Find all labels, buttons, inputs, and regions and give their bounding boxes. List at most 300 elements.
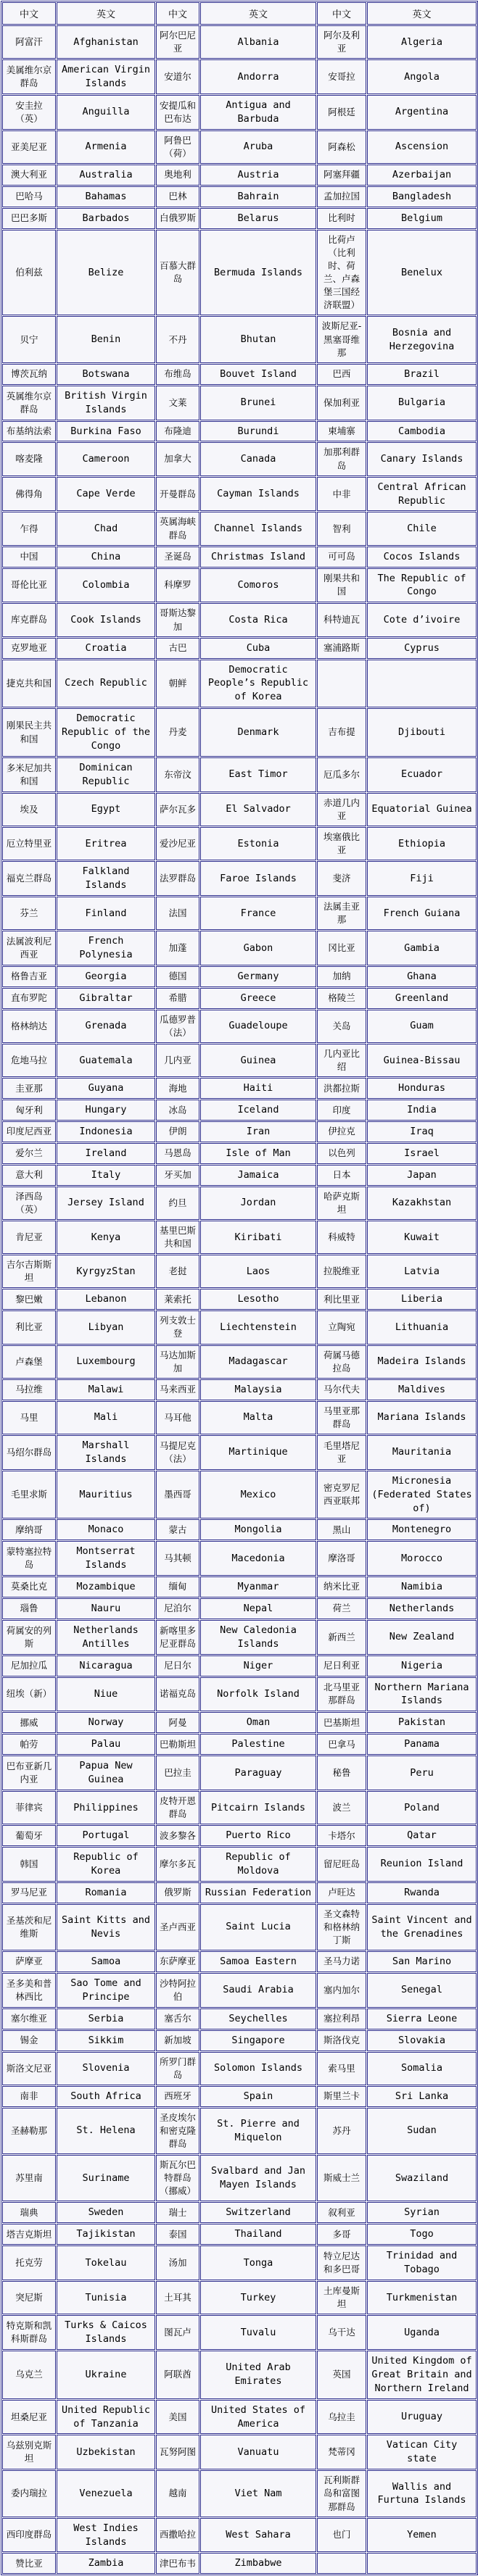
cell-country-chinese: 伊拉克 xyxy=(317,1121,366,1142)
cell-country-chinese: 福克兰群岛 xyxy=(2,861,56,896)
cell-country-chinese: 东帝汶 xyxy=(156,757,199,792)
cell-country-english: Gabon xyxy=(200,931,316,965)
table-row xyxy=(2,442,477,475)
cell-country-english: Mozambique xyxy=(57,1576,155,1597)
table-row xyxy=(2,1519,477,1540)
cell-country-english: Cambodia xyxy=(367,421,477,442)
cell-country-english: Azerbaijan xyxy=(367,165,477,186)
cell-country-chinese: 斐济 xyxy=(317,861,366,896)
cell-country-chinese: 瓦努阿图 xyxy=(156,2435,199,2469)
cell-country-chinese: 印度 xyxy=(317,1100,366,1121)
cell-country-english: New Zealand xyxy=(367,1620,477,1655)
cell-country-chinese: 卡塔尔 xyxy=(317,1825,366,1846)
cell-country-english: Laos xyxy=(200,1255,316,1288)
cell-country-chinese: 委内瑞拉 xyxy=(2,2470,56,2517)
cell-country-chinese: 阿根廷 xyxy=(317,95,366,130)
cell-country-chinese: 巴拉圭 xyxy=(156,1756,199,1790)
cell-country-english: Kuwait xyxy=(367,1221,477,1254)
cell-country-english: San Marino xyxy=(367,1951,477,1972)
cell-country-english: Vanuatu xyxy=(200,2435,316,2469)
cell-country-chinese: 安提瓜和巴布达 xyxy=(156,95,199,130)
cell-country-english: Mauritania xyxy=(367,1435,477,1470)
cell-country-english: Sweden xyxy=(57,2202,155,2223)
cell-country-chinese: 开曼群岛 xyxy=(156,477,199,512)
cell-country-chinese: 多哥 xyxy=(317,2224,366,2245)
cell-country-chinese: 意大利 xyxy=(2,1165,56,1186)
header-chinese-3: 中文 xyxy=(317,2,366,25)
cell-country-english: Bangladesh xyxy=(367,186,477,207)
table-row xyxy=(2,2351,477,2399)
table-row xyxy=(2,130,477,164)
cell-country-chinese: 刚果共和国 xyxy=(317,568,366,603)
cell-country-english xyxy=(367,2553,477,2574)
cell-country-english: India xyxy=(367,1100,477,1121)
cell-country-english: Puerto Rico xyxy=(200,1825,316,1846)
cell-country-chinese: 马恩岛 xyxy=(156,1143,199,1164)
cell-country-english: Peru xyxy=(367,1756,477,1790)
table-row xyxy=(2,1620,477,1655)
table-row xyxy=(2,827,477,860)
cell-country-chinese: 印度尼西亚 xyxy=(2,1121,56,1142)
cell-country-english: KyrgyzStan xyxy=(57,1255,155,1288)
cell-country-chinese: 保加利亚 xyxy=(317,386,366,420)
cell-country-chinese: 图瓦卢 xyxy=(156,2315,199,2350)
cell-country-english: Palau xyxy=(57,1734,155,1755)
cell-country-chinese: 乌克兰 xyxy=(2,2351,56,2399)
cell-country-english: Serbia xyxy=(57,2008,155,2029)
cell-country-english: Fiji xyxy=(367,861,477,896)
cell-country-chinese: 荷兰 xyxy=(317,1598,366,1619)
cell-country-chinese: 乌干达 xyxy=(317,2315,366,2350)
cell-country-chinese: 莫桑比克 xyxy=(2,1576,56,1597)
cell-country-chinese: 苏丹 xyxy=(317,2108,366,2154)
cell-country-chinese: 克罗地亚 xyxy=(2,638,56,659)
table-row xyxy=(2,2030,477,2051)
cell-country-chinese: 赞比亚 xyxy=(2,2553,56,2574)
cell-country-english: Guam xyxy=(367,1010,477,1043)
cell-country-chinese: 阿联酋 xyxy=(156,2351,199,2399)
table-row xyxy=(2,2155,477,2201)
table-row xyxy=(2,2400,477,2435)
table-row xyxy=(2,1882,477,1903)
cell-country-english: Panama xyxy=(367,1734,477,1755)
cell-country-chinese: 安圭拉（英） xyxy=(2,95,56,130)
cell-country-english: Sikkim xyxy=(57,2030,155,2051)
cell-country-english: Egypt xyxy=(57,793,155,826)
cell-country-english: Poland xyxy=(367,1791,477,1824)
table-row xyxy=(2,421,477,442)
cell-country-english: Tokelau xyxy=(57,2245,155,2280)
cell-country-chinese: 法属波利尼西亚 xyxy=(2,931,56,965)
cell-country-english: Sri Lanka xyxy=(367,2086,477,2107)
cell-country-english: Paraguay xyxy=(200,1756,316,1790)
cell-country-english: Greenland xyxy=(367,988,477,1009)
cell-country-english: Kazakhstan xyxy=(367,1187,477,1220)
cell-country-english: Hungary xyxy=(57,1100,155,1121)
cell-country-chinese: 格鲁吉亚 xyxy=(2,966,56,987)
table-row xyxy=(2,512,477,545)
cell-country-english: Republic of Korea xyxy=(57,1847,155,1882)
cell-country-chinese: 摩纳哥 xyxy=(2,1519,56,1540)
cell-country-english: Greece xyxy=(200,988,316,1009)
cell-country-chinese: 厄瓜多尔 xyxy=(317,757,366,792)
cell-country-english: Armenia xyxy=(57,130,155,164)
cell-country-chinese: 塞浦路斯 xyxy=(317,638,366,659)
cell-country-chinese: 老挝 xyxy=(156,1255,199,1288)
cell-country-english: Qatar xyxy=(367,1825,477,1846)
cell-country-english: East Timor xyxy=(200,757,316,792)
cell-country-english: Japan xyxy=(367,1165,477,1186)
cell-country-english: Gambia xyxy=(367,931,477,965)
cell-country-chinese: 德国 xyxy=(156,966,199,987)
cell-country-english: Aruba xyxy=(200,130,316,164)
cell-country-chinese: 加蓬 xyxy=(156,931,199,965)
cell-country-english: Cook Islands xyxy=(57,603,155,636)
cell-country-chinese: 不丹 xyxy=(156,316,199,362)
cell-country-chinese: 留尼旺岛 xyxy=(317,1847,366,1882)
cell-country-english: Reunion Island xyxy=(367,1847,477,1882)
cell-country-english: Martinique xyxy=(200,1435,316,1470)
cell-country-english: Zambia xyxy=(57,2553,155,2574)
table-row xyxy=(2,1756,477,1790)
cell-country-chinese: 圣卢西亚 xyxy=(156,1904,199,1950)
cell-country-chinese: 马尔代夫 xyxy=(317,1379,366,1400)
cell-country-english: Angola xyxy=(367,59,477,94)
table-row xyxy=(2,1435,477,1470)
table-row xyxy=(2,59,477,94)
cell-country-english: Liberia xyxy=(367,1289,477,1310)
table-row xyxy=(2,861,477,896)
cell-country-chinese: 柬埔寨 xyxy=(317,421,366,442)
table-row xyxy=(2,2281,477,2314)
table-row xyxy=(2,1951,477,1972)
cell-country-chinese: 圭亚那 xyxy=(2,1078,56,1099)
cell-country-chinese: 丹麦 xyxy=(156,708,199,757)
cell-country-english: Afghanistan xyxy=(57,25,155,59)
cell-country-chinese: 赤道几内亚 xyxy=(317,793,366,826)
cell-country-english: Estonia xyxy=(200,827,316,860)
cell-country-chinese: 尼日利亚 xyxy=(317,1655,366,1677)
cell-country-english: Germany xyxy=(200,966,316,987)
cell-country-chinese: 白俄罗斯 xyxy=(156,208,199,229)
cell-country-english: Macedonia xyxy=(200,1541,316,1576)
table-row xyxy=(2,2435,477,2469)
cell-country-chinese: 格林纳达 xyxy=(2,1010,56,1043)
table-row xyxy=(2,1677,477,1712)
cell-country-english: Tonga xyxy=(200,2245,316,2280)
table-row xyxy=(2,1345,477,1379)
cell-country-english: Bhutan xyxy=(200,316,316,362)
cell-country-english xyxy=(367,660,477,708)
cell-country-chinese: 塞内加尔 xyxy=(317,1973,366,2008)
cell-country-chinese: 斯瓦尔巴特群岛（挪威） xyxy=(156,2155,199,2201)
cell-country-english: Guadeloupe xyxy=(200,1010,316,1043)
table-row xyxy=(2,186,477,207)
cell-country-english: Mexico xyxy=(200,1471,316,1519)
cell-country-english: Democratic Republic of the Congo xyxy=(57,708,155,757)
cell-country-english: Samoa xyxy=(57,1951,155,1972)
cell-country-english: Djibouti xyxy=(367,708,477,757)
cell-country-english: Russian Federation xyxy=(200,1882,316,1903)
cell-country-english: Mongolia xyxy=(200,1519,316,1540)
table-row xyxy=(2,477,477,512)
cell-country-english: Albania xyxy=(200,25,316,59)
cell-country-english: Maldives xyxy=(367,1379,477,1400)
cell-country-english: Namibia xyxy=(367,1576,477,1597)
cell-country-chinese: 巴林 xyxy=(156,186,199,207)
cell-country-english: Mariana Islands xyxy=(367,1401,477,1434)
cell-country-english: Cote d’ivoire xyxy=(367,603,477,636)
cell-country-english: United Kingdom of Great Britain and Northern Ireland xyxy=(367,2351,477,2399)
table-row xyxy=(2,1712,477,1733)
cell-country-english: Vatican City state xyxy=(367,2435,477,2469)
cell-country-english: St. Helena xyxy=(57,2108,155,2154)
cell-country-english: Niue xyxy=(57,1677,155,1712)
cell-country-english: Netherlands xyxy=(367,1598,477,1619)
cell-country-english: Ethiopia xyxy=(367,827,477,860)
cell-country-english: Brunei xyxy=(200,386,316,420)
cell-country-chinese: 西班牙 xyxy=(156,2086,199,2107)
cell-country-english: Algeria xyxy=(367,25,477,59)
cell-country-chinese: 可可岛 xyxy=(317,547,366,568)
cell-country-english: Swaziland xyxy=(367,2155,477,2201)
cell-country-chinese: 伯利兹 xyxy=(2,230,56,316)
cell-country-chinese: 马绍尔群岛 xyxy=(2,1435,56,1470)
cell-country-english: Finland xyxy=(57,897,155,930)
cell-country-chinese: 越南 xyxy=(156,2470,199,2517)
cell-country-chinese: 百慕大群岛 xyxy=(156,230,199,316)
cell-country-chinese: 博茨瓦纳 xyxy=(2,364,56,385)
table-row xyxy=(2,2245,477,2280)
cell-country-chinese: 巴巴多斯 xyxy=(2,208,56,229)
cell-country-english: Portugal xyxy=(57,1825,155,1846)
cell-country-chinese: 塔吉克斯坦 xyxy=(2,2224,56,2245)
cell-country-chinese: 古巴 xyxy=(156,638,199,659)
cell-country-chinese: 乌兹别克斯坦 xyxy=(2,2435,56,2469)
cell-country-english: Jordan xyxy=(200,1187,316,1220)
cell-country-chinese: 芬兰 xyxy=(2,897,56,930)
cell-country-chinese: 文莱 xyxy=(156,386,199,420)
cell-country-chinese: 多米尼加共和国 xyxy=(2,757,56,792)
cell-country-english: Bermuda Islands xyxy=(200,230,316,316)
cell-country-english: Madeira Islands xyxy=(367,1345,477,1379)
cell-country-chinese: 斯威士兰 xyxy=(317,2155,366,2201)
cell-country-chinese: 西印度群岛 xyxy=(2,2518,56,2553)
cell-country-english: Benin xyxy=(57,316,155,362)
cell-country-english: United States of America xyxy=(200,2400,316,2435)
cell-country-english: Canada xyxy=(200,442,316,475)
cell-country-english: Pakistan xyxy=(367,1712,477,1733)
cell-country-chinese: 安哥拉 xyxy=(317,59,366,94)
cell-country-english: Saint Lucia xyxy=(200,1904,316,1950)
cell-country-english: Canary Islands xyxy=(367,442,477,475)
cell-country-chinese: 几内亚 xyxy=(156,1044,199,1077)
cell-country-chinese: 塞尔维亚 xyxy=(2,2008,56,2029)
cell-country-chinese: 吉布提 xyxy=(317,708,366,757)
cell-country-english: Svalbard and Jan Mayen Islands xyxy=(200,2155,316,2201)
table-row xyxy=(2,2008,477,2029)
cell-country-english: Philippines xyxy=(57,1791,155,1824)
cell-country-english: Palestine xyxy=(200,1734,316,1755)
cell-country-english: Netherlands Antilles xyxy=(57,1620,155,1655)
cell-country-chinese: 圣诞岛 xyxy=(156,547,199,568)
table-row xyxy=(2,1289,477,1310)
cell-country-english: Nicaragua xyxy=(57,1655,155,1677)
cell-country-chinese: 巴基斯坦 xyxy=(317,1712,366,1733)
cell-country-english: Seychelles xyxy=(200,2008,316,2029)
cell-country-english: Turkmenistan xyxy=(367,2281,477,2314)
cell-country-chinese: 尼加拉瓜 xyxy=(2,1655,56,1677)
cell-country-chinese: 托克劳 xyxy=(2,2245,56,2280)
cell-country-chinese: 荷属安的列斯 xyxy=(2,1620,56,1655)
table-row xyxy=(2,364,477,385)
cell-country-chinese: 索马里 xyxy=(317,2052,366,2085)
cell-country-english: Brazil xyxy=(367,364,477,385)
table-row xyxy=(2,1310,477,1344)
table-row xyxy=(2,1598,477,1619)
cell-country-chinese: 巴布亚新几内亚 xyxy=(2,1756,56,1790)
cell-country-english: Malta xyxy=(200,1401,316,1434)
cell-country-english: South Africa xyxy=(57,2086,155,2107)
cell-country-chinese: 喀麦隆 xyxy=(2,442,56,475)
cell-country-english: Cayman Islands xyxy=(200,477,316,512)
cell-country-english: Croatia xyxy=(57,638,155,659)
cell-country-english: Central African Republic xyxy=(367,477,477,512)
table-row xyxy=(2,1187,477,1220)
cell-country-english: Wallis and Furtuna Islands xyxy=(367,2470,477,2517)
cell-country-english: Saint Vincent and the Grenadines xyxy=(367,1904,477,1950)
table-row xyxy=(2,1010,477,1043)
cell-country-chinese: 加那利群岛 xyxy=(317,442,366,475)
cell-country-english: Morocco xyxy=(367,1541,477,1576)
cell-country-english: Iceland xyxy=(200,1100,316,1121)
cell-country-english: Argentina xyxy=(367,95,477,130)
cell-country-english: Uruguay xyxy=(367,2400,477,2435)
cell-country-english: Norfolk Island xyxy=(200,1677,316,1712)
cell-country-chinese: 韩国 xyxy=(2,1847,56,1882)
cell-country-chinese: 莱索托 xyxy=(156,1289,199,1310)
table-row xyxy=(2,1401,477,1434)
cell-country-english: United Arab Emirates xyxy=(200,2351,316,2399)
table-row xyxy=(2,2553,477,2574)
cell-country-chinese xyxy=(317,660,366,708)
cell-country-chinese: 帕劳 xyxy=(2,1734,56,1755)
table-row xyxy=(2,1255,477,1288)
cell-country-english: West Indies Islands xyxy=(57,2518,155,2553)
cell-country-english: Faroe Islands xyxy=(200,861,316,896)
cell-country-english: Northern Mariana Islands xyxy=(367,1677,477,1712)
cell-country-english: Ukraine xyxy=(57,2351,155,2399)
cell-country-english: Myanmar xyxy=(200,1576,316,1597)
cell-country-chinese: 津巴布韦 xyxy=(156,2553,199,2574)
cell-country-english: Kenya xyxy=(57,1221,155,1254)
table-row xyxy=(2,988,477,1009)
cell-country-english: Uganda xyxy=(367,2315,477,2350)
cell-country-chinese: 马达加斯加 xyxy=(156,1345,199,1379)
table-row xyxy=(2,931,477,965)
cell-country-english: Monaco xyxy=(57,1519,155,1540)
cell-country-english: United Republic of Tanzania xyxy=(57,2400,155,2435)
table-row xyxy=(2,757,477,792)
cell-country-english: Montserrat Islands xyxy=(57,1541,155,1576)
cell-country-english: Solomon Islands xyxy=(200,2052,316,2085)
cell-country-chinese: 尼日尔 xyxy=(156,1655,199,1677)
table-row xyxy=(2,1143,477,1164)
cell-country-chinese: 沙特阿拉伯 xyxy=(156,1973,199,2008)
cell-country-chinese: 马耳他 xyxy=(156,1401,199,1434)
cell-country-chinese: 泰国 xyxy=(156,2224,199,2245)
table-row xyxy=(2,208,477,229)
table-row xyxy=(2,25,477,59)
cell-country-english: Senegal xyxy=(367,1973,477,2008)
cell-country-chinese: 波兰 xyxy=(317,1791,366,1824)
cell-country-chinese: 英属海峡群岛 xyxy=(156,512,199,545)
cell-country-english: Iran xyxy=(200,1121,316,1142)
cell-country-chinese: 新加坡 xyxy=(156,2030,199,2051)
cell-country-english: Libyan xyxy=(57,1310,155,1344)
cell-country-chinese: 法属圭亚那 xyxy=(317,897,366,930)
cell-country-chinese: 波多黎各 xyxy=(156,1825,199,1846)
table-row xyxy=(2,897,477,930)
cell-country-chinese: 比利时 xyxy=(317,208,366,229)
cell-country-chinese: 卢森堡 xyxy=(2,1345,56,1379)
cell-country-chinese: 关岛 xyxy=(317,1010,366,1043)
cell-country-chinese: 立陶宛 xyxy=(317,1310,366,1344)
cell-country-chinese: 美属维尔京群岛 xyxy=(2,59,56,94)
cell-country-chinese: 法国 xyxy=(156,897,199,930)
cell-country-chinese: 瑞典 xyxy=(2,2202,56,2223)
cell-country-chinese: 斯洛文尼亚 xyxy=(2,2052,56,2085)
cell-country-english: Venezuela xyxy=(57,2470,155,2517)
cell-country-english: Thailand xyxy=(200,2224,316,2245)
cell-country-english: New Caledonia Islands xyxy=(200,1620,316,1655)
cell-country-chinese: 挪威 xyxy=(2,1712,56,1733)
cell-country-chinese: 冈比亚 xyxy=(317,931,366,965)
cell-country-chinese: 澳大利亚 xyxy=(2,165,56,186)
cell-country-english: Saint Kitts and Nevis xyxy=(57,1904,155,1950)
cell-country-english: Guinea xyxy=(200,1044,316,1077)
cell-country-chinese: 加纳 xyxy=(317,966,366,987)
cell-country-chinese: 哈萨克斯坦 xyxy=(317,1187,366,1220)
cell-country-english: Ghana xyxy=(367,966,477,987)
cell-country-english: Ecuador xyxy=(367,757,477,792)
cell-country-english: Somalia xyxy=(367,2052,477,2085)
cell-country-english: Andorra xyxy=(200,59,316,94)
cell-country-chinese: 黎巴嫩 xyxy=(2,1289,56,1310)
cell-country-english: Jersey Island xyxy=(57,1187,155,1220)
cell-country-english: British Virgin Islands xyxy=(57,386,155,420)
cell-country-chinese: 苏里南 xyxy=(2,2155,56,2201)
cell-country-chinese: 北马里亚那群岛 xyxy=(317,1677,366,1712)
cell-country-chinese: 以色列 xyxy=(317,1143,366,1164)
cell-country-english: Chile xyxy=(367,512,477,545)
cell-country-chinese: 叙利亚 xyxy=(317,2202,366,2223)
cell-country-chinese: 肯尼亚 xyxy=(2,1221,56,1254)
table-row xyxy=(2,708,477,757)
cell-country-english: Bosnia and Herzegovina xyxy=(367,316,477,362)
cell-country-english: Cyprus xyxy=(367,638,477,659)
cell-country-english: Sudan xyxy=(367,2108,477,2154)
cell-country-english: Cameroon xyxy=(57,442,155,475)
header-chinese-2: 中文 xyxy=(156,2,199,25)
cell-country-chinese: 巴拿马 xyxy=(317,1734,366,1755)
cell-country-chinese: 也门 xyxy=(317,2518,366,2553)
cell-country-chinese: 特克斯和凯科斯群岛 xyxy=(2,2315,56,2350)
cell-country-chinese: 英国 xyxy=(317,2351,366,2399)
table-row xyxy=(2,230,477,316)
cell-country-english: Israel xyxy=(367,1143,477,1164)
cell-country-chinese: 海地 xyxy=(156,1078,199,1099)
